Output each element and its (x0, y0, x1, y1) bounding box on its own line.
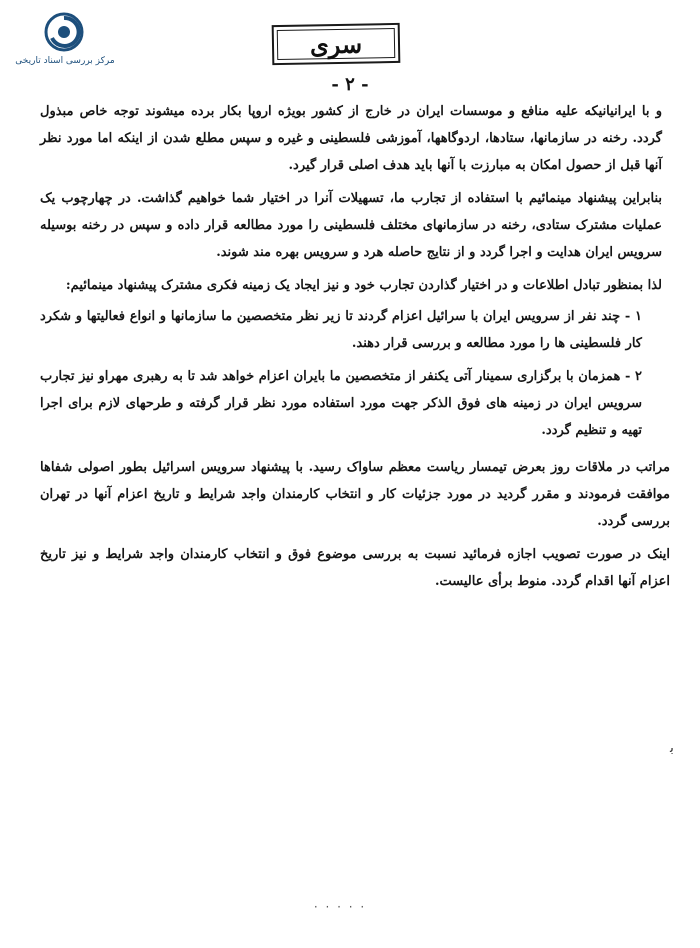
list-item-text: همزمان با برگزاری سمینار آتی یکنفر از متخصصین ما بایران اعزام خواهد شد تا به رهبری مهراو نیز تجارب سرویس ایران در زمینه های فوق الذکر جهت مورد استفاده مورد نظر قرار گرفته و طرحهای لازم برای اجرا تهیه و تنظیم گردد. (40, 369, 642, 438)
closing-paragraph: اینک در صورت تصویب اجازه فرمائید نسبت به بررسی موضوع فوق و انتخاب کارمندان واجد شرایط و نیز تاریخ اعزام آنها اقدام گردد. منوط برأی عالیست. (40, 547, 670, 589)
archive-watermark (10, 12, 120, 72)
archive-name: مرکز بررسی اسناد تاریخی (15, 56, 115, 66)
margin-mark: ﺑ (670, 740, 674, 756)
stamp-label: سری (277, 28, 396, 60)
list-item (40, 363, 670, 444)
list-item-marker: ۲ - (624, 369, 643, 384)
list-item (40, 303, 670, 357)
archive-logo-icon (44, 12, 84, 52)
paragraph: لذا بمنظور تبادل اطلاعات و در اختیار گذاردن تجارب خود و نیز ایجاد یک زمینه فکری مشترک پیشنهاد مینمائیم: (65, 278, 662, 293)
list-item-text: چند نفر از سرویس ایران با سرائیل اعزام گردند تا زیر نظر متخصصین ما سازمانها و انواع فعالیتها و شکرد کار فلسطینی ها را مورد مطالعه و بررسی قرار دهند. (40, 309, 642, 351)
list-item-marker: ۱ - (624, 309, 642, 324)
paragraph: بنابراین پیشنهاد مینمائیم با استفاده از تجارب ما، تسهیلات آنرا در اختیار شما خواهیم گذاشت. در چهارچوب یک عملیات مشترک ستادی، رخنه در سازمانهای مختلف فلسطینی را مورد مطالعه قرار داده و سپس در رخنه بوسیله سرویس ایران هدایت و اجرا گردد و از نتایج حاصله هرد و سرویس بهره مند شوند. (40, 191, 662, 260)
page-number: - ۲ - (331, 74, 369, 95)
closing-paragraph: مراتب در ملاقات روز بعرض تیمسار ریاست معظم ساواک رسید. با پیشنهاد سرویس اسرائیل بطور اصولی شفاها موافقت فرمودند و مقرر گردید در مورد جزئیات کار و انتخاب کارمندان واجد شرایط و تاریخ اعزام آنها در تهران بررسی گردد. (40, 460, 670, 529)
document-body (40, 98, 670, 601)
classification-stamp (272, 23, 401, 65)
bottom-dots: · · · · · (313, 900, 367, 914)
paragraph: و با ایرانیانیکه علیه منافع و موسسات ایران در خارج از کشور بویژه اروپا بکار برده میشوند توجه خاص مبذول گردد. رخنه در سازمانها، ستادها، اردوگاهها، آموزشی فلسطینی و غیره و سپس مطلع شدن از اینکه اما مورد نظر آنها قبل از حصول امکان به مبارزت با آنها باید هدف اصلی قرار گیرد. (40, 104, 662, 173)
